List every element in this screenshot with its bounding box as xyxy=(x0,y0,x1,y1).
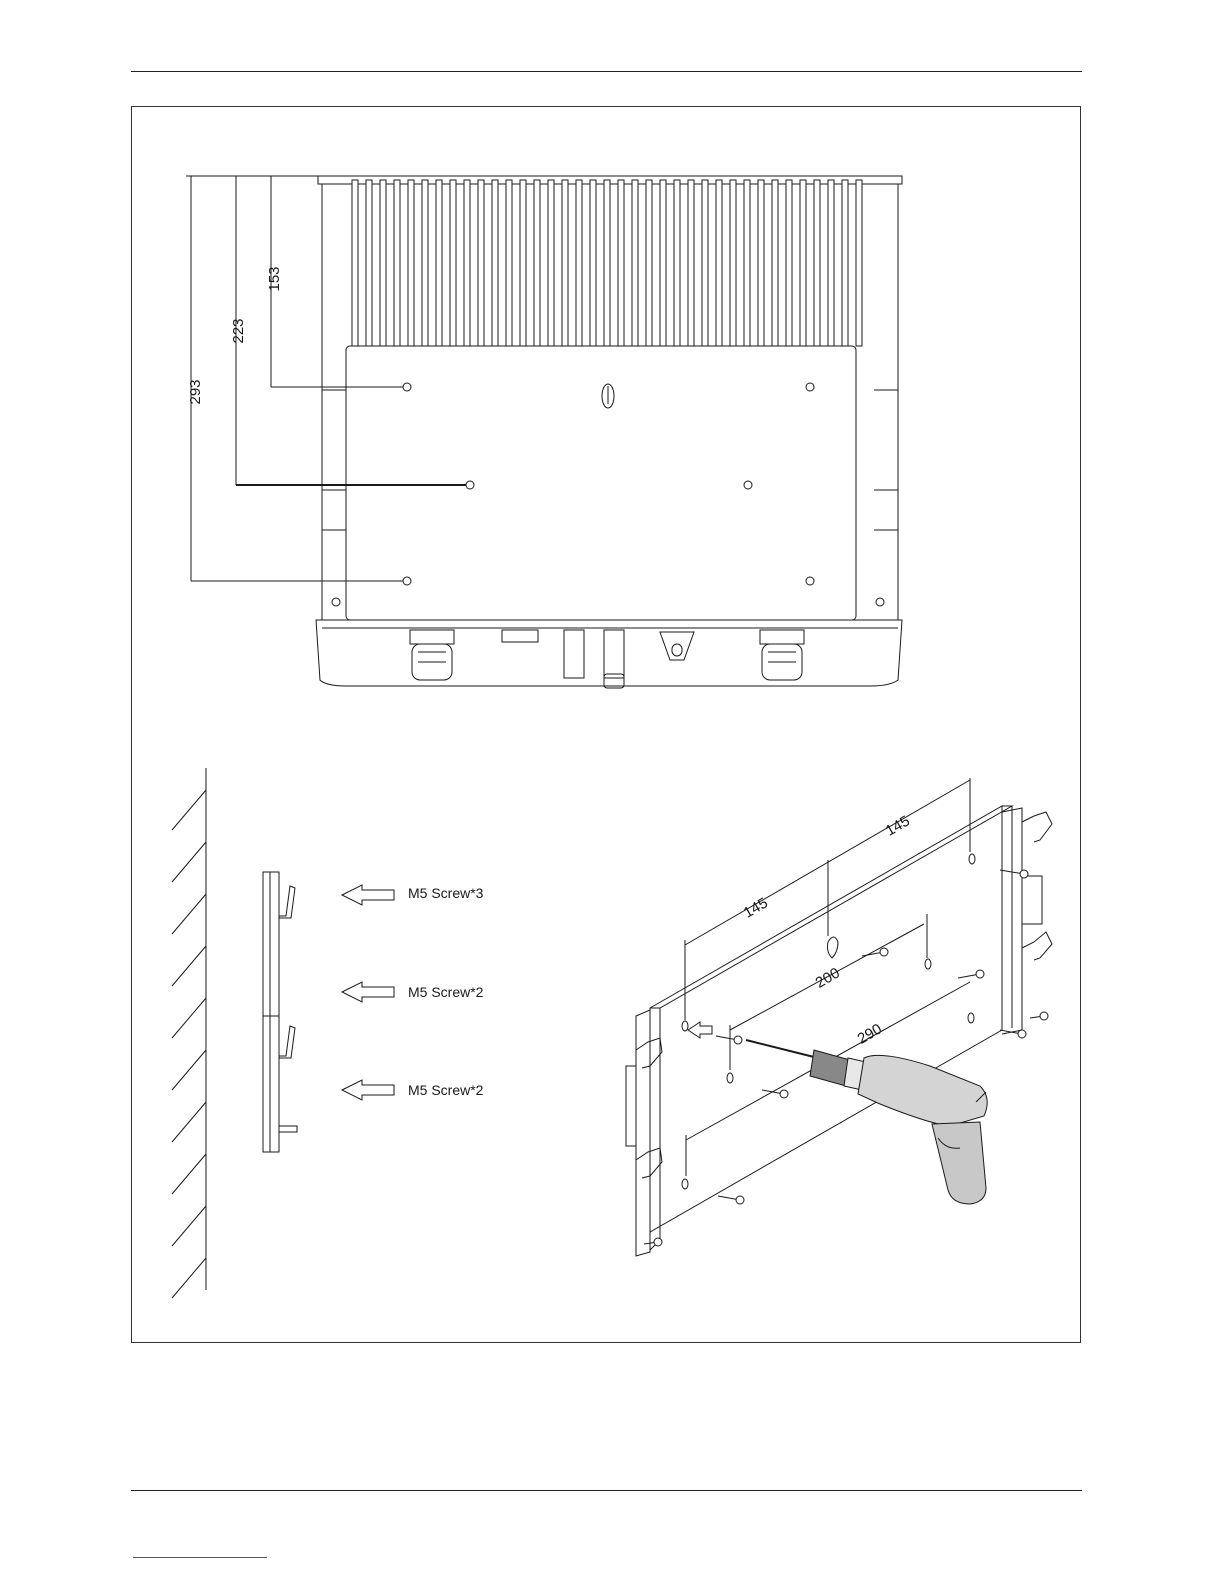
heat-sink-fin xyxy=(534,180,540,346)
heat-sink-fin xyxy=(772,180,778,346)
heat-sink-fin xyxy=(730,180,736,346)
heat-sink-fin xyxy=(632,180,638,346)
mounting-plate-side xyxy=(263,872,297,1152)
dimension-label-200: 200 xyxy=(812,964,843,992)
wall-hatch-line xyxy=(172,894,206,934)
heat-sink-fin xyxy=(478,180,484,346)
wall-hatch-line xyxy=(172,946,206,986)
heat-sink-fin xyxy=(562,180,568,346)
heat-sink-fin xyxy=(716,180,722,346)
wall-hatch-line xyxy=(172,1154,206,1194)
inverter-top-view xyxy=(316,176,902,688)
heat-sink-fin xyxy=(814,180,820,346)
heat-sink-fin xyxy=(576,180,582,346)
dimension-label-145-right: 145 xyxy=(882,812,913,840)
heat-sink-fin xyxy=(646,180,652,346)
dimension-label-153: 153 xyxy=(266,266,283,292)
heat-sink-fin xyxy=(688,180,694,346)
footer-rule xyxy=(131,1490,1082,1491)
screw-label-2: M5 Screw*2 xyxy=(408,984,484,1000)
heat-sink-fin xyxy=(422,180,428,346)
wall-hatch-line xyxy=(172,1206,206,1246)
heat-sink-fin xyxy=(394,180,400,346)
heat-sink-fin xyxy=(506,180,512,346)
heat-sink-fin xyxy=(520,180,526,346)
heat-sink-fin xyxy=(744,180,750,346)
screw-label-3: M5 Screw*2 xyxy=(408,1082,484,1098)
heat-sink-fin xyxy=(352,180,358,346)
heat-sink-fin xyxy=(408,180,414,346)
heat-sink-fin xyxy=(842,180,848,346)
heat-sink-fin xyxy=(548,180,554,346)
heat-sink-fin xyxy=(604,180,610,346)
heat-sink-fin xyxy=(674,180,680,346)
wall-hatch-line xyxy=(172,1050,206,1090)
heat-sink-fin xyxy=(450,180,456,346)
heat-sink-fin xyxy=(590,180,596,346)
heat-sink-fin xyxy=(828,180,834,346)
wall-hatch-line xyxy=(172,842,206,882)
heat-sink-fin xyxy=(702,180,708,346)
wall-hatch-line xyxy=(172,1258,206,1298)
mounting-plate xyxy=(346,346,856,620)
footer-link-underline[interactable] xyxy=(133,1557,267,1558)
dimension-label-290: 290 xyxy=(854,1020,885,1048)
heat-sink-fin xyxy=(464,180,470,346)
dimension-label-293: 293 xyxy=(187,379,204,405)
screw-arrows xyxy=(342,885,394,1100)
heat-sink-fin xyxy=(856,180,862,346)
arrow-left-icon xyxy=(342,885,394,905)
mounting-plate-iso xyxy=(626,806,1052,1256)
heat-sink-fin xyxy=(436,180,442,346)
wall-hatch-line xyxy=(172,1102,206,1142)
heat-sink-fin xyxy=(758,180,764,346)
heat-sink-fin xyxy=(800,180,806,346)
heat-sink-fin xyxy=(660,180,666,346)
arrow-left-icon xyxy=(342,982,394,1002)
heat-sink-fin xyxy=(366,180,372,346)
heat-sink-fin xyxy=(786,180,792,346)
screw-label-1: M5 Screw*3 xyxy=(408,885,484,901)
wall-section xyxy=(172,768,206,1298)
heat-sink-fin xyxy=(380,180,386,346)
heat-sink-fins xyxy=(352,180,862,346)
heat-sink-fin xyxy=(492,180,498,346)
heat-sink-fin xyxy=(618,180,624,346)
wall-hatch-line xyxy=(172,790,206,830)
dimension-label-145-left: 145 xyxy=(740,894,771,922)
wall-hatch-line xyxy=(172,998,206,1038)
arrow-left-icon xyxy=(342,1080,394,1100)
dimension-label-223: 223 xyxy=(230,318,247,344)
